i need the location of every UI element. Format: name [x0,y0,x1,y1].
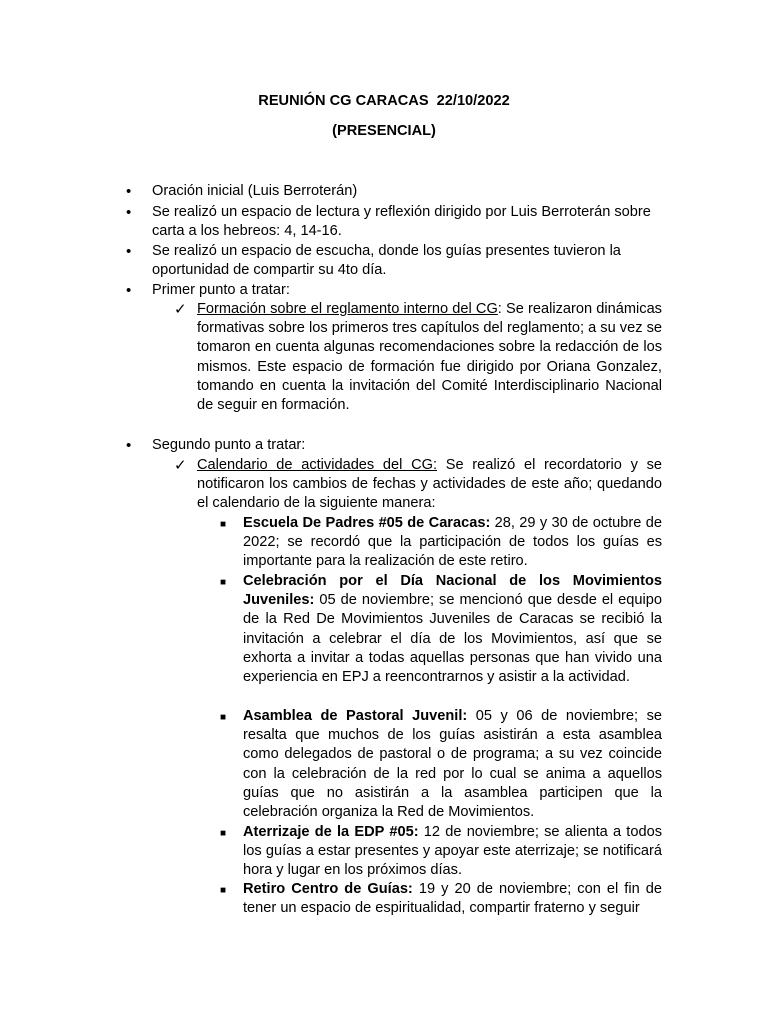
document-subtitle: (PRESENCIAL) [332,123,436,139]
event-name: Asamblea de Pastoral Juvenil: [243,708,468,724]
event-text: 12 de noviembre; se alienta a todos los guías a estar presentes y apoyar este aterrizaje; se notificará hora y lugar en los próximos días. [243,824,663,879]
sub-item-heading: Formación sobre el reglamento interno del CG [197,301,498,317]
square-bullet-icon: ■ [220,577,227,588]
document-title: REUNIÓN CG CARACAS 22/10/2022 [258,93,510,109]
bullet-icon: • [126,282,132,299]
bullet-icon: • [126,204,132,221]
list-item-opening-prayer: Oración inicial (Luis Berroterán) [152,183,358,199]
square-bullet-icon: ■ [220,519,227,530]
sub-item-activity-calendar [197,456,662,514]
event-text: 05 de noviembre; se mencionó que desde el equipo de la Red De Movimientos Juveniles de Caracas se recibió la invitación a celebrar el día de los Movimientos, así que se exhorta a invitar a todas aquellas personas que han vivido una experiencia en EPJ a reencontrarnos y asistir a la actividad. [243,592,662,686]
event-text: 19 y 20 de noviembre; con el fin de tener un espacio de espiritualidad, compartir fraterno y seguir [243,881,662,917]
sub-item-text: : Se realizaron dinámicas formativas sobre los primeros tres capítulos del reglamento; a su vez se tomaron en cuenta algunas recomendaciones sobre la redacción de los mismos. Este espacio de formación fue dirigido por Oriana Gonzalez, tomando en cuenta la invitación del Comité Interdisciplinario Nacional de seguir en formación. [197,301,662,414]
event-text: 28, 29 y 30 de octubre de 2022; se recordó que la participación de todos los guías es importante para la realización de este retiro. [243,515,662,570]
sub-item-regulation-training [197,300,662,415]
square-bullet-icon: ■ [220,712,227,723]
list-item-second-point: Segundo punto a tratar: [152,437,306,453]
list-item-listening-space: Se realizó un espacio de escucha, donde los guías presentes tuvieron la oportunidad de compartir su 4to día. [152,243,621,279]
list-item-first-point: Primer punto a tratar: [152,282,290,298]
event-name: Celebración por el Día Nacional de los Movimientos Juveniles: [243,573,662,609]
event-item [243,572,662,687]
checkmark-icon: ✓ [174,457,187,474]
list-item-reading-reflection: Se realizó un espacio de lectura y reflexión dirigido por Luis Berroterán sobre carta a los hebreos: 4, 14-16. [152,204,651,240]
event-item [243,514,662,572]
event-name: Retiro Centro de Guías: [243,881,413,897]
event-item [243,823,662,881]
event-text: 05 y 06 de noviembre; se resalta que muchos de los guías asistirán a esta asamblea como delegados de pastoral o de programa; a su vez coincide con la celebración de la red por lo cual se anima a aquellos guías que no asistirán a la asamblea participen que la celebración organiza la Red de Movimientos. [243,708,662,821]
event-name: Escuela De Padres #05 de Caracas: [243,515,491,531]
bullet-icon: • [126,243,132,260]
event-item [243,880,662,918]
square-bullet-icon: ■ [220,828,227,839]
checkmark-icon: ✓ [174,301,187,318]
sub-item-heading: Calendario de actividades del CG: [197,457,438,473]
square-bullet-icon: ■ [220,885,227,896]
bullet-icon: • [126,437,132,454]
sub-item-text: Se realizó el recordatorio y se notificaron los cambios de fechas y actividades de este año; quedando el calendario de la siguiente manera: [197,457,663,512]
bullet-icon: • [126,183,132,200]
event-item [243,707,662,822]
event-name: Aterrizaje de la EDP #05: [243,824,419,840]
